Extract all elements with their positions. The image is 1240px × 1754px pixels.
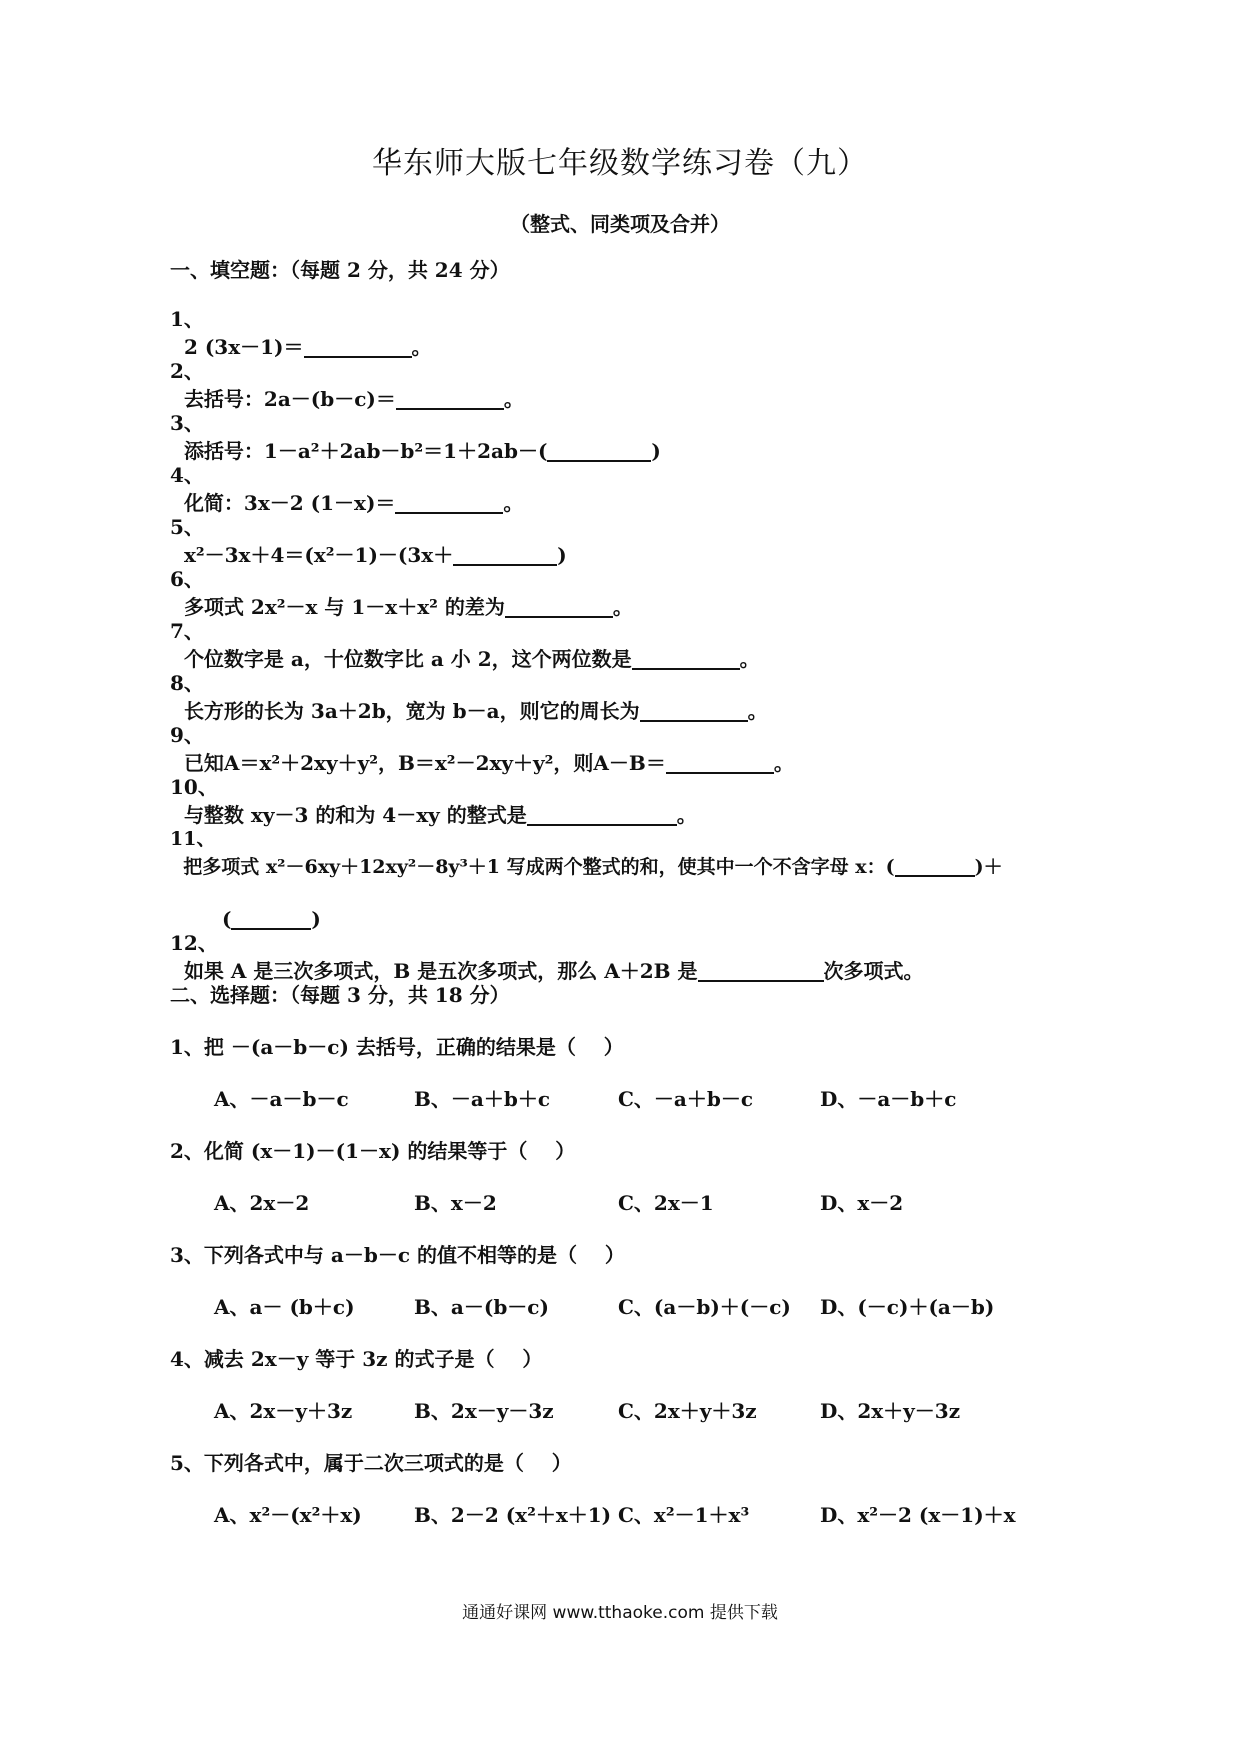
question-text: x²－3x＋4＝(x²－1)－(3x＋ — [183, 543, 454, 567]
choice-question-2-stem: 2、化简 (x－1)－(1－x) 的结果等于（ ） — [170, 1139, 576, 1163]
choice-question-1-stem: 1、把 －(a－b－c) 去括号，正确的结果是（ ） — [170, 1035, 624, 1059]
answer-blank[interactable] — [632, 646, 740, 670]
question-text: 去括号：2a－(b－c)＝ — [183, 387, 396, 411]
page-title: 华东师大版七年级数学练习卷（九） — [372, 146, 868, 181]
fill-question-2: 2、 去括号：2a－(b－c)＝ 。 — [170, 359, 524, 411]
answer-blank[interactable] — [395, 490, 503, 514]
page-footer: 通通好课网 www.tthaoke.com 提供下载 — [462, 1603, 778, 1623]
question-number: 4、 — [170, 463, 204, 487]
option-b[interactable]: B、2x－y－3z — [414, 1399, 554, 1423]
answer-blank[interactable] — [396, 386, 504, 410]
question-text: 长方形的长为 3a＋2b，宽为 b－a，则它的周长为 — [183, 699, 640, 723]
question-text: 与整数 xy－3 的和为 4－xy 的整式是 — [183, 803, 527, 827]
choice-question-2-options — [214, 1189, 1014, 1217]
question-number: 12、 — [170, 931, 218, 955]
question-text: 如果 A 是三次多项式，B 是五次多项式，那么 A＋2B 是 — [183, 959, 698, 983]
answer-blank[interactable] — [304, 334, 412, 358]
fill-question-9: 9、 已知A＝x²＋2xy＋y²，B＝x²－2xy＋y²，则A－B＝ 。 — [170, 723, 794, 775]
option-d[interactable]: D、2x＋y－3z — [820, 1399, 961, 1423]
option-a[interactable]: A、x²－(x²＋x) — [214, 1503, 362, 1527]
option-d[interactable]: D、x²－2 (x－1)＋x — [820, 1503, 1016, 1527]
fill-question-12: 12、 如果 A 是三次多项式，B 是五次多项式，那么 A＋2B 是 次多项式。 — [170, 931, 924, 983]
question-number: 1、 — [170, 307, 204, 331]
answer-blank[interactable] — [698, 958, 824, 982]
choice-question-5-options — [214, 1501, 1014, 1529]
option-c[interactable]: C、2x＋y＋3z — [618, 1399, 757, 1423]
question-number: 8、 — [170, 671, 204, 695]
option-d[interactable]: D、x－2 — [820, 1191, 904, 1215]
choice-question-3-stem: 3、下列各式中与 a－b－c 的值不相等的是（ ） — [170, 1243, 625, 1267]
section2-heading: 二、选择题：（每题 3 分，共 18 分） — [170, 983, 510, 1007]
fill-question-3: 3、 添括号：1－a²＋2ab－b²＝1＋2ab－( ) — [170, 411, 661, 463]
option-b[interactable]: B、－a＋b＋c — [414, 1087, 551, 1111]
option-c[interactable]: C、2x－1 — [618, 1191, 714, 1215]
option-b[interactable]: B、a－(b－c) — [414, 1295, 549, 1319]
fill-question-6: 6、 多项式 2x²－x 与 1－x＋x² 的差为 。 — [170, 567, 633, 619]
option-d[interactable]: D、－a－b＋c — [820, 1087, 957, 1111]
fill-question-4: 4、 化简：3x－2 (1－x)＝ 。 — [170, 463, 524, 515]
choice-question-1-options — [214, 1085, 1014, 1113]
option-c[interactable]: C、x²－1＋x³ — [618, 1503, 750, 1527]
question-text: 把多项式 x²－6xy＋12xy²－8y³＋1 写成两个整式的和，使其中一个不含字母 x：( — [183, 856, 895, 878]
question-number: 10、 — [170, 775, 218, 799]
answer-blank[interactable] — [666, 750, 774, 774]
page-subtitle: （整式、同类项及合并） — [510, 212, 730, 236]
question-text: 多项式 2x²－x 与 1－x＋x² 的差为 — [183, 595, 505, 619]
question-number: 9、 — [170, 723, 204, 747]
choice-question-4-stem: 4、减去 2x－y 等于 3z 的式子是（ ） — [170, 1347, 543, 1371]
answer-blank[interactable] — [527, 802, 677, 826]
question-number: 11、 — [170, 828, 216, 850]
question-number: 5、 — [170, 515, 204, 539]
fill-question-11: 11、 把多项式 x²－6xy＋12xy²－8y³＋1 写成两个整式的和，使其中一个不含字母 x：( )＋ — [170, 825, 1003, 881]
option-b[interactable]: B、2－2 (x²＋x＋1) — [414, 1503, 612, 1527]
question-text: 个位数字是 a，十位数字比 a 小 2，这个两位数是 — [183, 647, 632, 671]
answer-blank[interactable] — [231, 906, 311, 930]
fill-question-10: 10、 与整数 xy－3 的和为 4－xy 的整式是 。 — [170, 775, 697, 827]
choice-question-5-stem: 5、下列各式中，属于二次三项式的是（ ） — [170, 1451, 572, 1475]
question-number: 2、 — [170, 359, 204, 383]
answer-blank[interactable] — [505, 594, 613, 618]
option-a[interactable]: A、a－ (b＋c) — [214, 1295, 355, 1319]
answer-blank[interactable] — [453, 542, 557, 566]
answer-blank[interactable] — [640, 698, 748, 722]
question-text: 已知A＝x²＋2xy＋y²，B＝x²－2xy＋y²，则A－B＝ — [183, 751, 666, 775]
choice-question-3-options — [214, 1293, 1014, 1321]
question-number: 7、 — [170, 619, 204, 643]
question-number: 6、 — [170, 567, 204, 591]
option-a[interactable]: A、－a－b－c — [214, 1087, 349, 1111]
option-a[interactable]: A、2x－2 — [214, 1191, 310, 1215]
option-a[interactable]: A、2x－y＋3z — [214, 1399, 353, 1423]
answer-blank[interactable] — [895, 853, 975, 877]
question-text: 化简：3x－2 (1－x)＝ — [183, 491, 396, 515]
fill-question-7: 7、 个位数字是 a，十位数字比 a 小 2，这个两位数是 。 — [170, 619, 760, 671]
question-text: 2 (3x－1)＝ — [183, 335, 304, 359]
answer-blank[interactable] — [547, 438, 651, 462]
fill-question-5: 5、 x²－3x＋4＝(x²－1)－(3x＋ ) — [170, 515, 567, 567]
fill-question-8: 8、 长方形的长为 3a＋2b，宽为 b－a，则它的周长为 。 — [170, 671, 768, 723]
option-c[interactable]: C、(a－b)＋(－c) — [618, 1295, 791, 1319]
option-d[interactable]: D、(－c)＋(a－b) — [820, 1295, 995, 1319]
option-c[interactable]: C、－a＋b－c — [618, 1087, 754, 1111]
question-number: 3、 — [170, 411, 204, 435]
option-b[interactable]: B、x－2 — [414, 1191, 497, 1215]
choice-question-4-options — [214, 1397, 1014, 1425]
question-text: 添括号：1－a²＋2ab－b²＝1＋2ab－( — [183, 439, 548, 463]
fill-question-11-continued: ( ) — [221, 907, 321, 931]
section1-heading: 一、填空题：（每题 2 分，共 24 分） — [170, 258, 510, 282]
fill-question-1: 1、 2 (3x－1)＝ 。 — [170, 307, 432, 359]
